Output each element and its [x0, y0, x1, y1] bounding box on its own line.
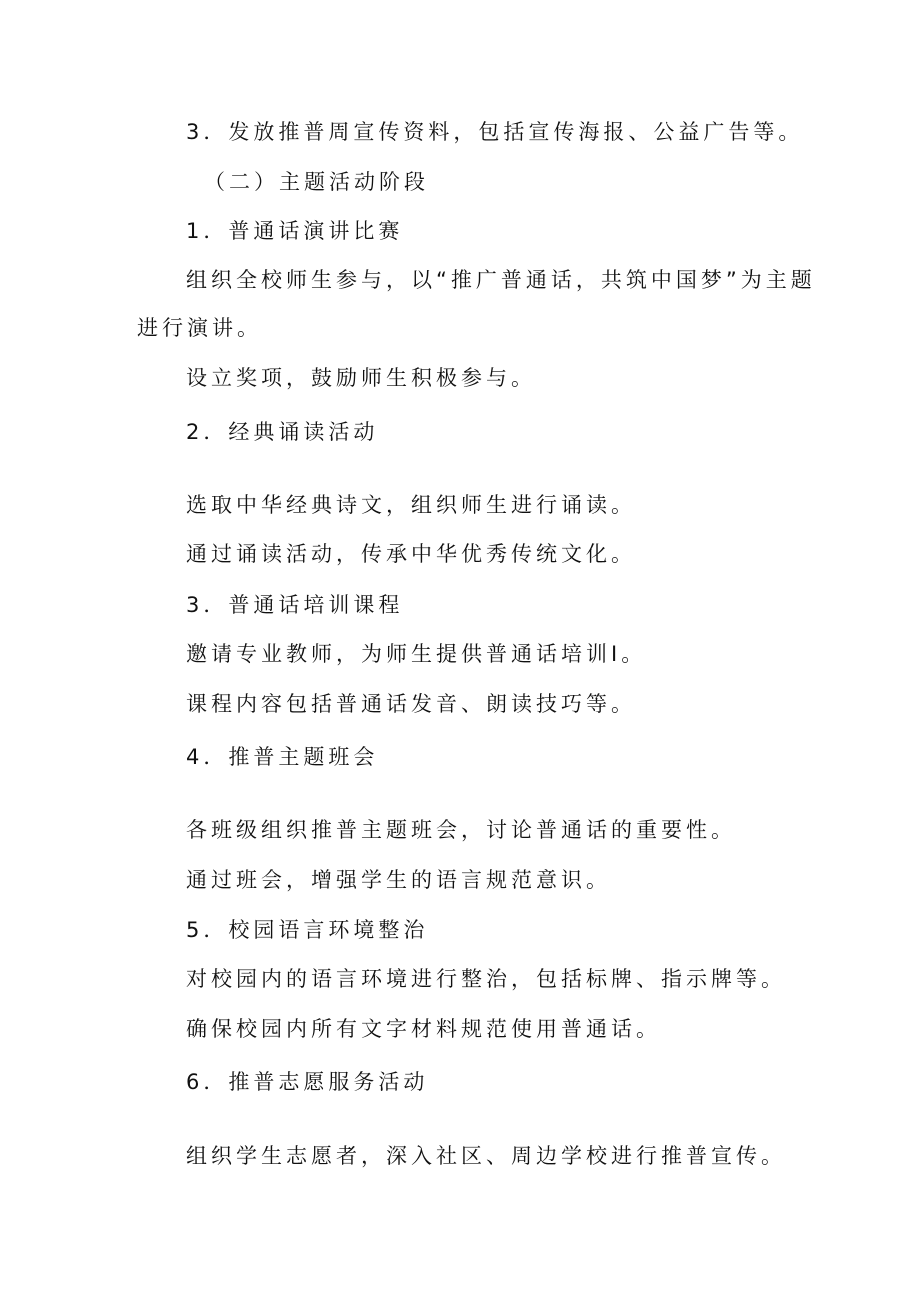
paragraph-line: 组织全校师生参与，以“推广普通话，共筑中国梦”为主题	[186, 268, 816, 292]
item-heading: 2．经典诵读活动	[186, 420, 379, 444]
paragraph-line: 组织学生志愿者，深入社区、周边学校进行推普宣传。	[186, 1144, 786, 1168]
paragraph-line: 邀请专业教师，为师生提供普通话培训I。	[186, 642, 647, 666]
paragraph-line: 选取中华经典诗文，组织师生进行诵读。	[186, 493, 636, 517]
paragraph-line: 通过班会，增强学生的语言规范意识。	[186, 868, 611, 892]
section-heading: （二）主题活动阶段	[204, 170, 429, 194]
item-heading: 3．普通话培训课程	[186, 593, 404, 617]
paragraph-line: 通过诵读活动，传承中华优秀传统文化。	[186, 542, 636, 566]
paragraph-line: 对校园内的语言环境进行整治，包括标牌、指示牌等。	[186, 967, 786, 991]
paragraph-line: 各班级组织推普主题班会，讨论普通话的重要性。	[186, 818, 736, 842]
item-heading: 4．推普主题班会	[186, 745, 379, 769]
paragraph-line: 进行演讲。	[137, 316, 262, 340]
item-heading: 5．校园语言环境整治	[186, 918, 429, 942]
paragraph-line: 设立奖项，鼓励师生积极参与。	[186, 366, 536, 390]
item-heading: 6．推普志愿服务活动	[186, 1070, 429, 1094]
item-heading: 1．普通话演讲比赛	[186, 219, 404, 243]
numbered-item: 3．发放推普周宣传资料，包括宣传海报、公益广告等。	[186, 120, 804, 144]
paragraph-line: 课程内容包括普通话发音、朗读技巧等。	[186, 692, 636, 716]
paragraph-line: 确保校园内所有文字材料规范使用普通话。	[186, 1017, 661, 1041]
